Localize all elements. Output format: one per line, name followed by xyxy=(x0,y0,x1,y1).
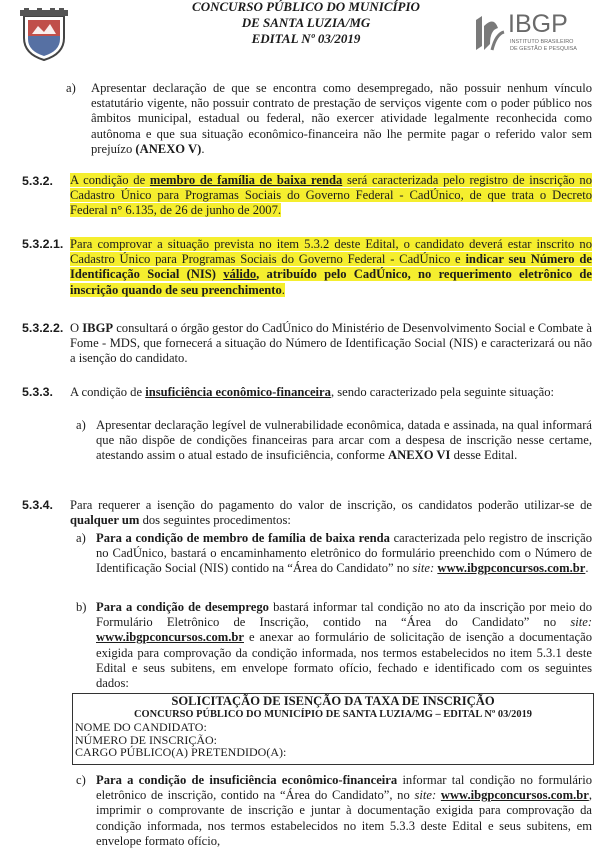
s534-text-2: dos seguintes procedimentos: xyxy=(142,513,291,528)
s534-b-paragraph xyxy=(96,600,592,691)
box-subtitle: CONCURSO PÚBLICO DO MUNICÍPIO DE SANTA LUZIA/MG – EDITAL Nº 03/2019 xyxy=(134,709,532,720)
s533-emphasis: insuficiência econômico-financeira xyxy=(145,385,331,399)
s534-b-website-link[interactable]: www.ibgpconcursos.com.br xyxy=(96,630,244,645)
s5322-text-2: consultará o órgão gestor do CadÚnico do Ministério de Desenvolvimento Social e Combate à Fome - MDS, que fornecerá a situação do Número de Identificação Social (NIS) e caracterizará ou não a isenção do candidato. xyxy=(70,321,592,366)
s533-a-text-1: Apresentar declaração legível de vulnerabilidade econômica, datada e assinada, na qual informará que não dispõe de condições financeiras para arcar com a despesa de inscrição nesse certame, atestando assim o atual estado de insuficiência, conforme xyxy=(96,418,592,463)
s534-c-text-2: , imprimir o comprovante de inscrição e juntar à documentação exigida para comprovação da condição informada, nos termos estabelecidos no item 5.3.3 deste Edital e seus subitens, em envelope formato ofício, xyxy=(96,788,592,848)
s5322-ibgp: IBGP xyxy=(82,321,114,335)
s5321-text-1: Para comprovar a situação prevista no item 5.3.2 deste Edital, o candidato deverá estar inscrito no Cadastro Único para Programas Sociais do Governo Federal - CadÚnico e xyxy=(70,237,592,267)
s534-c-website-link[interactable]: www.ibgpconcursos.com.br xyxy=(440,788,589,803)
section-5-3-2-1-label: 5.3.2.1. xyxy=(22,237,64,251)
box-field-position: CARGO PÚBLICO(A) PRETENDIDO(A): xyxy=(75,745,287,759)
logo-subtext-1: INSTITUTO BRASILEIRO xyxy=(510,39,574,45)
s534-a-emphasis: Para a condição de membro de família de baixa renda xyxy=(96,531,390,545)
section-5-3-2-2-paragraph xyxy=(70,321,592,367)
section-5-3-4-label: 5.3.4. xyxy=(22,498,54,512)
s532-text-2: será caracterizada pelo registro de inscrição no Cadastro Único para Programas Sociais do Governo Federal - CadÚnico, de que trata o Decreto Federal n° 6.135, de 26 de junho de 2007. xyxy=(70,173,593,218)
s534-b-emphasis: Para a condição de desemprego xyxy=(96,600,269,614)
s5321-valido: válido xyxy=(223,267,257,282)
s534-b-text: bastará informar tal condição no ato da inscrição por meio do Formulário Eletrônico de Inscrição, contido na “Área do Candidato” no xyxy=(96,600,592,630)
s534-a-site-label: site: xyxy=(412,561,435,576)
s533-a-text-2: desse Edital. xyxy=(453,448,518,463)
annex-v-ref: (ANEXO V) xyxy=(135,141,202,156)
s5321-emphasis-1: indicar seu Número de Identificação Social (NIS) xyxy=(70,252,592,282)
box-title: SOLICITAÇÃO DE ISENÇÃO DA TAXA DE INSCRIÇÃO xyxy=(171,694,495,708)
ibgp-logo xyxy=(472,12,592,56)
section-5-3-2-paragraph xyxy=(70,173,592,219)
envelope-label-box xyxy=(72,693,594,765)
s534-emphasis: qualquer um xyxy=(70,513,140,528)
s533-a-marker: a) xyxy=(76,418,86,432)
s534-b-site-label: site: xyxy=(570,615,593,630)
s534-c-marker: c) xyxy=(76,773,86,787)
s533-text-2: , sendo caracterizado pela seguinte situação: xyxy=(330,385,555,399)
intro-a-text: Apresentar declaração de que se encontra como desempregado, não possuir nenhum vínculo estatutário vigente, não possuir contrato de prestação de serviços vigente com o poder público nos âmbitos municipal, estadual ou federal, não exercer atividade legalmente reconhecida como autônoma e que sua situação econômico-financeira não lhe permite pagar o referido valor sem prejuízo xyxy=(91,81,592,156)
s534-a-website-link[interactable]: www.ibgpconcursos.com.br xyxy=(437,561,586,576)
s534-c-emphasis: Para a condição de insuficiência econômico-financeira xyxy=(96,773,398,787)
s534-c-paragraph xyxy=(96,773,592,849)
s534-a-text: caracterizada pelo registro de inscrição no CadÚnico, bastará o encaminhamento eletrônico do formulário preenchido com o Número de Identificação Social (NIS) contido na “Área do Candidato” no xyxy=(96,531,592,576)
intro-a-end: . xyxy=(201,141,205,156)
intro-a-paragraph xyxy=(91,81,592,157)
s532-text-1: A condição de xyxy=(70,173,146,187)
s5321-emphasis-2: , atribuído pelo CadÚnico, no requerimento eletrônico de inscrição quando de seu preenchimento xyxy=(70,267,592,297)
logo-subtext-2: DE GESTÃO E PESQUISA xyxy=(510,46,577,52)
section-5-3-2-label: 5.3.2. xyxy=(22,174,54,188)
section-5-3-2-2-label: 5.3.2.2. xyxy=(22,321,64,335)
box-field-registration: NÚMERO DE INSCRIÇÃO: xyxy=(75,732,218,747)
logo-text: IBGP xyxy=(508,10,568,38)
section-5-3-2-1-paragraph xyxy=(70,237,592,298)
annex-vi-ref: ANEXO VI xyxy=(388,448,451,463)
header-title-line-3: EDITAL Nº 03/2019 xyxy=(251,31,361,46)
s534-c-text: informar tal condição no formulário eletrônico de inscrição, contido na “Área do Candidato”, no xyxy=(96,773,592,803)
s534-text-1: Para requerer a isenção do pagamento do valor de inscrição, os candidatos poderão utilizar-se de xyxy=(70,498,592,512)
header-title-line-2: DE SANTA LUZIA/MG xyxy=(241,15,371,30)
section-5-3-3-label: 5.3.3. xyxy=(22,385,54,399)
section-5-3-3-paragraph xyxy=(70,385,592,400)
section-5-3-4-paragraph xyxy=(70,498,592,528)
s533-a-paragraph xyxy=(96,418,592,464)
s534-c-site-label: site: xyxy=(414,788,437,803)
s534-a-end: . xyxy=(585,561,589,576)
s5322-text-1: O xyxy=(70,321,80,335)
s534-a-paragraph xyxy=(96,531,592,577)
header-title-line-1: CONCURSO PÚBLICO DO MUNICÍPIO xyxy=(192,0,420,14)
s5321-end: . xyxy=(281,282,285,297)
intro-a-marker: a) xyxy=(66,81,76,95)
s534-a-marker: a) xyxy=(76,531,86,545)
s534-b-text-2: e anexar ao formulário de solicitação de isenção a documentação exigida para comprovação da condição informada, nos termos estabelecidos no item 5.3.1 deste Edital e seus subitens, em envelope formato ofício, fechado e identificado com os seguintes dados: xyxy=(96,630,592,691)
s532-emphasis: membro de família de baixa renda xyxy=(149,173,343,187)
s533-text-1: A condição de xyxy=(70,385,143,399)
s534-b-marker: b) xyxy=(76,600,87,614)
box-field-name: NOME DO CANDIDATO: xyxy=(75,720,207,734)
